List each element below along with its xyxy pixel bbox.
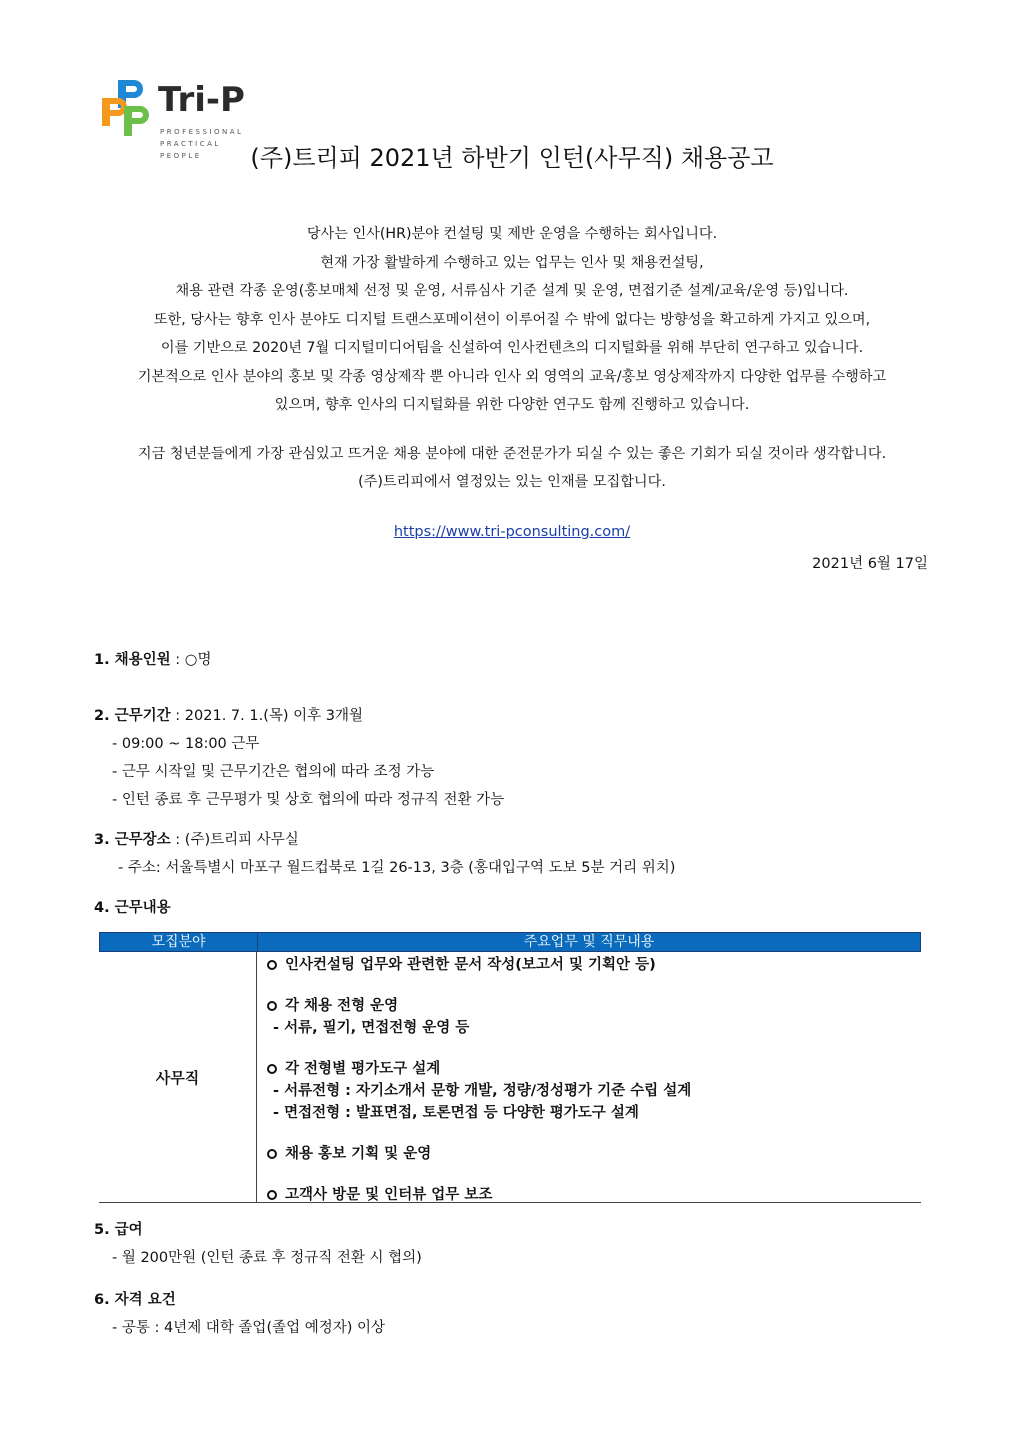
list-item: 각 채용 전형 운영 bbox=[267, 995, 691, 1017]
list-item: 각 전형별 평가도구 설계 bbox=[267, 1058, 691, 1080]
list-item: 고객사 방문 및 인터뷰 업무 보조 bbox=[267, 1184, 691, 1206]
table-header bbox=[99, 932, 921, 952]
company-website-link[interactable]: https://www.tri-pconsulting.com/ bbox=[393, 524, 631, 540]
section-qualifications: 6. 자격 요건 - 공통 : 4년제 대학 졸업(졸업 예정자) 이상 bbox=[94, 1292, 386, 1336]
section-work-period: 2. 근무기간 : 2021. 7. 1.(목) 이후 3개월 - 09:00 ~ 18:00 근무 - 근무 시작일 및 근무기간은 협의에 따라 조정 가능 - 인턴 종료 후 근무평가 및 상호 협의에 따라 정규직 전환 가능 bbox=[94, 708, 505, 808]
section-work-location: 3. 근무장소 : (주)트리피 사무실 - 주소: 서울특별시 마포구 월드컵북로 1길 26-13, 3층 (홍대입구역 도보 5분 거리 위치) bbox=[94, 832, 676, 876]
circle-bullet-icon bbox=[267, 960, 277, 970]
logo-tagline: PROFESSIONAL PRACTICAL PEOPLE bbox=[160, 128, 244, 160]
section-job-description: 4. 근무내용 bbox=[94, 900, 171, 916]
logo-wordmark: Tri-P bbox=[158, 80, 245, 120]
circle-bullet-icon bbox=[267, 1001, 277, 1011]
section-headcount: 1. 채용인원 : ○명 bbox=[94, 652, 212, 668]
list-item: 채용 홍보 기획 및 운영 bbox=[267, 1143, 691, 1165]
job-category-cell: 사무직 bbox=[155, 1068, 200, 1087]
list-item: 인사컨설팅 업무와 관련한 문서 작성(보고서 및 기획안 등) bbox=[267, 954, 691, 976]
header-duties: 주요업무 및 직무내용 bbox=[523, 934, 655, 950]
section-salary: 5. 급여 - 월 200만원 (인턴 종료 후 정규직 전환 시 협의) bbox=[94, 1222, 422, 1266]
circle-bullet-icon bbox=[267, 1149, 277, 1159]
posting-date: 2021년 6월 17일 bbox=[812, 556, 928, 572]
job-duties-table bbox=[99, 932, 921, 1203]
intro-text: 당사는 인사(HR)분야 컨설팅 및 제반 운영을 수행하는 회사입니다. 현재 가장 활발하게 수행하고 있는 업무는 인사 및 채용컨설팅, 채용 관련 각종 운영(홍보매체 선정 및 운영, 서류심사 기준 설계 및 운영, 면접기준 설계/교육/운영 등)입니다. 또한, 당사는 향후 인사 분야도 디지털 트랜스포메이션이 이루어질 수 밖에 없다는 방향성을 확고하게 가지고 있으며, 이를 기반으로 2020년 7월 디지털미디어팀을 신설하여 인사컨텐츠의 디지털화를 위해 부단히 연구하고 있습니다. 기본적으로 인사 분야의 홍보 및 각종 영상제작 뿐 아니라 인사 외 영역의 교육/홍보 영상제작까지 다양한 업무를 수행하고 있으며, 향후 인사의 디지털화를 위한 다양한 연구도 함께 진행하고 있습니다. 지금 청년분들에게 가장 관심있고 뜨거운 채용 분야에 대한 준전문가가 되실 수 있는 좋은 기회가 되실 것이라 생각합니다. (주)트리피에서 열정있는 있는 인재를 모집합니다. bbox=[137, 226, 887, 490]
circle-bullet-icon bbox=[267, 1064, 277, 1074]
circle-bullet-icon bbox=[267, 1190, 277, 1200]
header-field: 모집분야 bbox=[100, 933, 258, 951]
page-title: (주)트리피 2021년 하반기 인턴(사무직) 채용공고 bbox=[250, 144, 774, 172]
job-duties-cell: 인사컨설팅 업무와 관련한 문서 작성(보고서 및 기획안 등) 각 채용 전형 운영 - 서류, 필기, 면접전형 운영 등 각 전형별 평가도구 설계 - 서류전형 : 자기소개서 문항 개발, 정량/정성평가 기준 수립 설계 - 면접전형 : 발표면접, 토론면접 등 다양한 평가도구 설계 채용 홍보 기획 및 운영 고객사 방문 및 인터뷰 업무 보조 bbox=[267, 954, 691, 1206]
tri-p-logo-mark-icon bbox=[100, 76, 158, 142]
